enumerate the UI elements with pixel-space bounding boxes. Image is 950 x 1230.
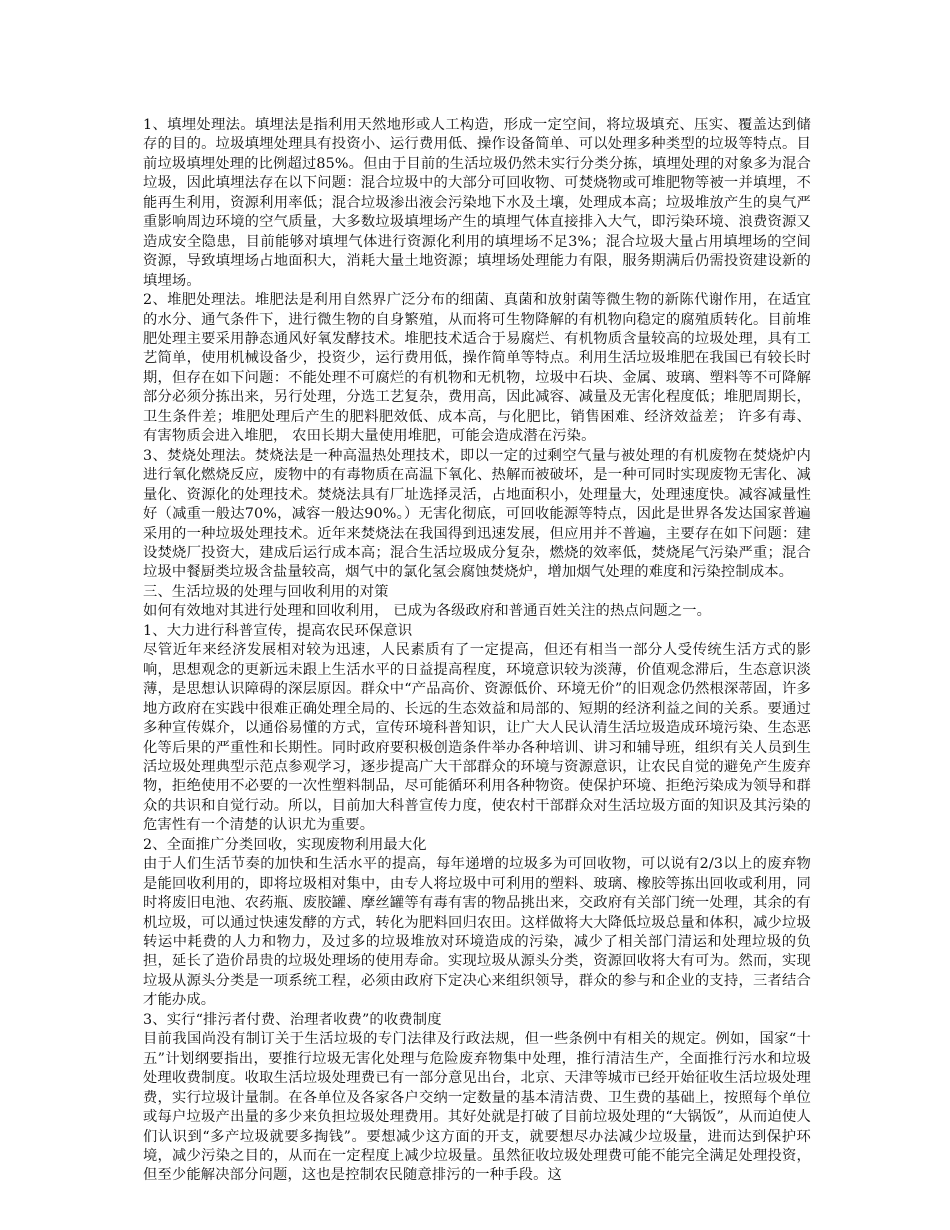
section-heading-countermeasures: 三、生活垃圾的处理与回收利用的对策 xyxy=(143,583,389,600)
subheading-publicity: 1、大力进行科普宣传，提高农民环保意识 xyxy=(143,622,413,639)
paragraph-incineration: 3、焚烧处理法。焚烧法是一种高温热处理技术，即以一定的过剩空气量与被处理的有机废物在焚烧炉内进行氧化燃烧反应，废物中的有毒物质在高温下氧化、热解而被破坏，是一种可同时实现废物无害化、减量化、资源化的处理技术。焚烧法具有厂址选择灵活，占地面积小，处理量大，处理速度快。减容减量性好（减重一般达70%，减容一般达90%。）无害化彻底，可回收能源等特点，因此是世界各发达国家普遍采用的一种垃圾处理技术。近年来焚烧法在我国得到迅速发展，但应用并不普遍，主要存在如下问题：建设焚烧厂投资大，建成后运行成本高；混合生活垃圾成分复杂，燃烧的效率低，焚烧尾气污染严重；混合垃圾中餐厨类垃圾含盐量较高，烟气中的氯化氢会腐蚀焚烧炉，增加烟气处理的难度和污染控制成本。 xyxy=(143,447,811,581)
paragraph-sorting: 由于人们生活节奏的加快和生活水平的提高，每年递增的垃圾多为可回收物，可以说有2/3以上的废弃物是能回收利用的，即将垃圾相对集中，由专人将垃圾中可利用的塑料、玻璃、橡胶等拣出回收或利用，同时将废旧电池、农药瓶、废胶罐、摩丝罐等有毒有害的物品挑出来，交政府有关部门统一处理，其余的有机垃圾，可以通过快速发酵的方式，转化为肥料回归农田。这样做将大大降低垃圾总量和体积，减少垃圾转运中耗费的人力和物力，及过多的垃圾堆放对环境造成的污染，减少了相关部门清运和处理垃圾的负担，延长了造价昂贵的垃圾处理场的使用寿命。实现垃圾从源头分类，资源回收将大有可为。然而，实现垃圾从源头分类是一项系统工程，必须由政府下定决心来组织领导，群众的参与和企业的支持，三者结合才能办成。 xyxy=(143,856,811,1009)
paragraph-fees: 目前我国尚没有制订关于生活垃圾的专门法律及行政法规，但一些条例中有相关的规定。例如，国家“十五”计划纲要指出，要推行垃圾无害化处理与危险废弃物集中处理，推行清洁生产，全面推行污水和垃圾处理收费制度。收取生活垃圾处理费已有一部分意见出台，北京、天津等城市已经开始征收生活垃圾处理费，实行垃圾计量制。在各单位及各家各户交纳一定数量的基本清洁费、卫生费的基础上，按照每个单位或每户垃圾产出量的多少来负担垃圾处理费用。其好处就是打破了目前垃圾处理的“大锅饭”，从而迫使人们认识到“多产垃圾就要多掏钱”。要想减少这方面的开支，就要想尽办法减少垃圾量，进而达到保护环境，减少污染之目的，从而在一定程度上减少垃圾量。虽然征收垃圾处理费可能不能完全满足处理投资，但至少能解决部分问题，这也是控制农民随意排污的一种手段。这 xyxy=(143,1031,811,1184)
paragraph-composting: 2、堆肥处理法。堆肥法是利用自然界广泛分布的细菌、真菌和放射菌等微生物的新陈代谢作用，在适宜的水分、通气条件下，进行微生物的自身繁殖，从而将可生物降解的有机物向稳定的腐殖质转化。目前堆肥处理主要采用静态通风好氧发酵技术。堆肥技术适合于易腐烂、有机物质含量较高的垃圾处理，具有工艺简单，使用机械设备少，投资少，运行费用低，操作简单等特点。利用生活垃圾堆肥在我国已有较长时期，但存在如下问题：不能处理不可腐烂的有机物和无机物，垃圾中石块、金属、玻璃、塑料等不可降解部分必须分拣出来，另行处理，分选工艺复杂，费用高，因此减容、减量及无害化程度低；堆肥周期长，卫生条件差；堆肥处理后产生的肥料肥效低、成本高，与化肥比，销售困难、经济效益差； 许多有毒、有害物质会进入堆肥， 农田长期大量使用堆肥，可能会造成潜在污染。 xyxy=(143,292,811,445)
document-page xyxy=(143,116,811,1186)
paragraph-intro: 如何有效地对其进行处理和回收利用， 已成为各级政府和普通百姓关注的热点问题之一。 xyxy=(143,603,712,620)
paragraph-publicity: 尽管近年来经济发展相对较为迅速，人民素质有了一定提高，但还有相当一部分人受传统生活方式的影响，思想观念的更新远未跟上生活水平的日益提高程度，环境意识较为淡薄，价值观念滞后，生态意识淡薄，是思想认识障碍的深层原因。群众中“产品高价、资源低价、环境无价”的旧观念仍然根深蒂固，许多地方政府在实践中很难正确处理全局的、长远的生态效益和局部的、短期的经济利益之间的关系。要通过多种宣传媒介，以通俗易懂的方式，宣传环境科普知识，让广大人民认清生活垃圾造成环境污染、生态恶化等后果的严重性和长期性。同时政府要积极创造条件举办各种培训、讲习和辅导班，组织有关人员到生活垃圾处理典型示范点参观学习，逐步提高广大干部群众的环境与资源意识，让农民自觉的避免产生废弃物，拒绝使用不必要的一次性塑料制品，尽可能循环利用各种物资。使保护环境、拒绝污染成为领导和群众的共识和自觉行动。所以，目前加大科普宣传力度，使农村干部群众对生活垃圾方面的知识及其污染的危害性有一个清楚的认识尤为重要。 xyxy=(143,642,811,834)
subheading-sorting: 2、全面推广分类回收，实现废物利用最大化 xyxy=(143,836,427,853)
paragraph-landfill: 1、填埋处理法。填埋法是指利用天然地形或人工构造，形成一定空间，将垃圾填充、压实、覆盖达到储存的目的。垃圾填埋处理具有投资小、运行费用低、操作设备简单、可以处理多种类型的垃圾等特点。目前垃圾填埋处理的比例超过85%。但由于目前的生活垃圾仍然未实行分类分拣，填埋处理的对象多为混合垃圾，因此填埋法存在以下问题：混合垃圾中的大部分可回收物、可焚烧物或可堆肥物等被一并填埋，不能再生利用，资源利用率低；混合垃圾渗出液会污染地下水及土壤，处理成本高；垃圾堆放产生的臭气严重影响周边环境的空气质量，大多数垃圾填埋场产生的填埋气体直接排入大气，即污染环境、浪费资源又造成安全隐患，目前能够对填埋气体进行资源化利用的填埋场不足3%；混合垃圾大量占用填埋场的空间资源，导致填埋场占地面积大，消耗大量土地资源；填埋场处理能力有限，服务期满后仍需投资建设新的填埋场。 xyxy=(143,117,811,289)
subheading-fees: 3、实行“排污者付费、治理者收费”的收费制度 xyxy=(143,1011,442,1028)
